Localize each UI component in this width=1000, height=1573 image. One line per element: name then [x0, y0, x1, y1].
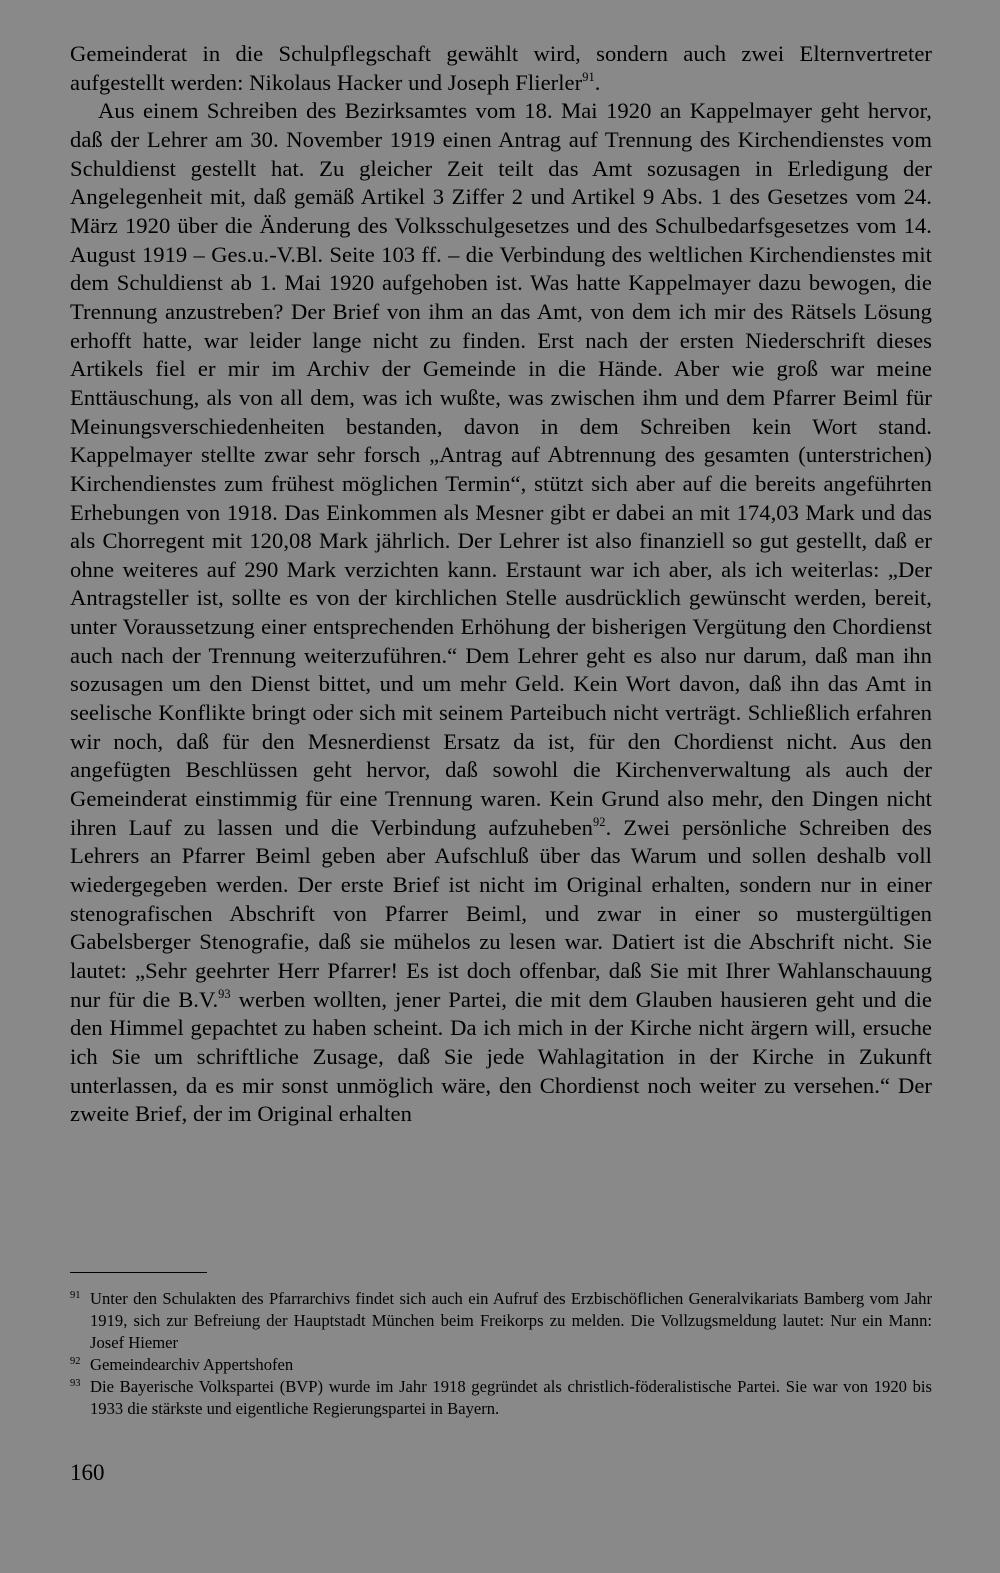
footnote	[70, 1288, 932, 1354]
footnote-number: 93	[70, 1378, 81, 1389]
footnote-number: 91	[70, 1290, 81, 1301]
footnote-text: Unter den Schulakten des Pfarrarchivs findet sich auch ein Aufruf des Erzbischöflichen Generalvikariats Bamberg vom Jahr 1919, sich zur Befreiung der Hauptstadt München beim Freikorps zu melden. Die Vollzugsmeldung lautet: Nur ein Mann: Josef Hiemer	[90, 1289, 932, 1352]
paragraph	[70, 40, 932, 97]
footnote-reference: 93	[218, 986, 231, 1001]
paragraph-text: werben wollten, jener Partei, die mit dem Glauben hausieren geht und die den Himmel gepachtet zu haben scheint. Da ich mich in der Kirche nicht ärgern will, ersuche ich Sie um schriftliche Zusage, daß Sie jede Wahlagitation in der Kirche in Zukunft unterlassen, da es mir sonst unmöglich wäre, den Chordienst noch weiter zu versehen.“ Der zweite Brief, der im Original erhalten	[70, 986, 932, 1127]
page-number: 160	[70, 1460, 105, 1485]
footnote	[70, 1376, 932, 1420]
paragraph	[70, 97, 932, 1129]
paragraph-text: Gemeinderat in die Schulpflegschaft gewählt wird, sondern auch zwei Elternvertreter aufgestellt werden: Nikolaus Hacker und Joseph Flierler	[70, 41, 932, 95]
footnote-separator	[70, 1272, 207, 1273]
paragraph-text: . Zwei persönliche Schreiben des Lehrers an Pfarrer Beiml geben aber Aufschluß über das Warum und sollen deshalb voll wiedergegeben werden. Der erste Brief ist nicht im Original erhalten, sondern nur in einer stenografischen Abschrift von Pfarrer Beiml, und zwar in einer so mustergültigen Gabelsberger Stenografie, daß sie mühelos zu lesen war. Datiert ist die Abschrift nicht. Sie lautet: „Sehr geehrter Herr Pfarrer! Es ist doch offenbar, daß Sie mit Ihrer Wahlanschauung nur für die B.V.	[70, 814, 932, 1012]
body-text	[70, 40, 932, 1129]
footnotes	[70, 1288, 932, 1420]
paragraph-text: Aus einem Schreiben des Bezirksamtes vom 18. Mai 1920 an Kappelmayer geht hervor, daß der Lehrer am 30. November 1919 einen Antrag auf Trennung des Kirchendienstes vom Schuldienst gestellt hat. Zu gleicher Zeit teilt das Amt sozusagen in Erledigung der Angelegenheit mit, daß gemäß Artikel 3 Ziffer 2 und Artikel 9 Abs. 1 des Gesetzes vom 24. März 1920 über die Änderung des Volksschulgesetzes und des Schulbedarfsgesetzes vom 14. August 1919 – Ges.u.-V.Bl. Seite 103 ff. – die Verbindung des weltlichen Kirchendienstes mit dem Schuldienst ab 1. Mai 1920 aufgehoben ist. Was hatte Kappelmayer dazu bewogen, die Trennung anzustreben? Der Brief von ihm an das Amt, von dem ich mir des Rätsels Lösung erhofft hatte, war leider lange nicht zu finden. Erst nach der ersten Niederschrift dieses Artikels fiel er mir im Archiv der Gemeinde in die Hände. Aber wie groß war meine Enttäuschung, als von all dem, was ich wußte, was zwischen ihm und dem Pfarrer Beiml für Meinungsverschiedenheiten bestanden, davon in dem Schreiben kein Wort stand. Kappelmayer stellte zwar sehr forsch „Antrag auf Abtrennung des gesamten (unterstrichen) Kirchendienstes zum frühest möglichen Termin“, stützt sich aber auf die bereits angeführten Erhebungen von 1918. Das Einkommen als Mesner gibt er dabei an mit 174,03 Mark und das als Chorregent mit 120,08 Mark jährlich. Der Lehrer ist also finanziell so gut gestellt, daß er ohne weiteres auf 290 Mark verzichten kann. Erstaunt war ich aber, als ich weiterlas: „Der Antragsteller ist, sollte es von der kirchlichen Stelle ausdrücklich gewünscht werden, bereit, unter Voraussetzung einer entsprechenden Erhöhung der bisherigen Vergütung den Chordienst auch nach der Trennung weiterzuführen.“ Dem Lehrer geht es also nur darum, daß man ihn sozusagen um den Dienst bittet, und um mehr Geld. Kein Wort davon, daß ihn das Amt in seelische Konflikte bringt oder sich mit seinem Parteibuch nicht verträgt. Schließlich erfahren wir noch, daß für den Mesnerdienst Ersatz da ist, für den Chordienst nicht. Aus den angefügten Beschlüssen geht hervor, daß sowohl die Kirchenverwaltung als auch der Gemeinderat einstimmig für eine Trennung waren. Kein Grund also mehr, den Dingen nicht ihren Lauf zu lassen und die Verbindung aufzuheben	[70, 98, 932, 840]
main-text	[70, 40, 932, 1129]
footnote-text: Die Bayerische Volkspartei (BVP) wurde im Jahr 1918 gegründet als christlich-föderalistische Partei. Sie war von 1920 bis 1933 die stärkste und eigentliche Regierungspartei in Bayern.	[90, 1377, 932, 1418]
footnote-reference: 91	[582, 69, 595, 84]
footnote-reference: 92	[593, 814, 606, 829]
paragraph-text: .	[594, 69, 601, 95]
footnote	[70, 1354, 932, 1376]
footnote-number: 92	[70, 1356, 81, 1367]
footnote-text: Gemeindearchiv Appertshofen	[90, 1355, 294, 1374]
